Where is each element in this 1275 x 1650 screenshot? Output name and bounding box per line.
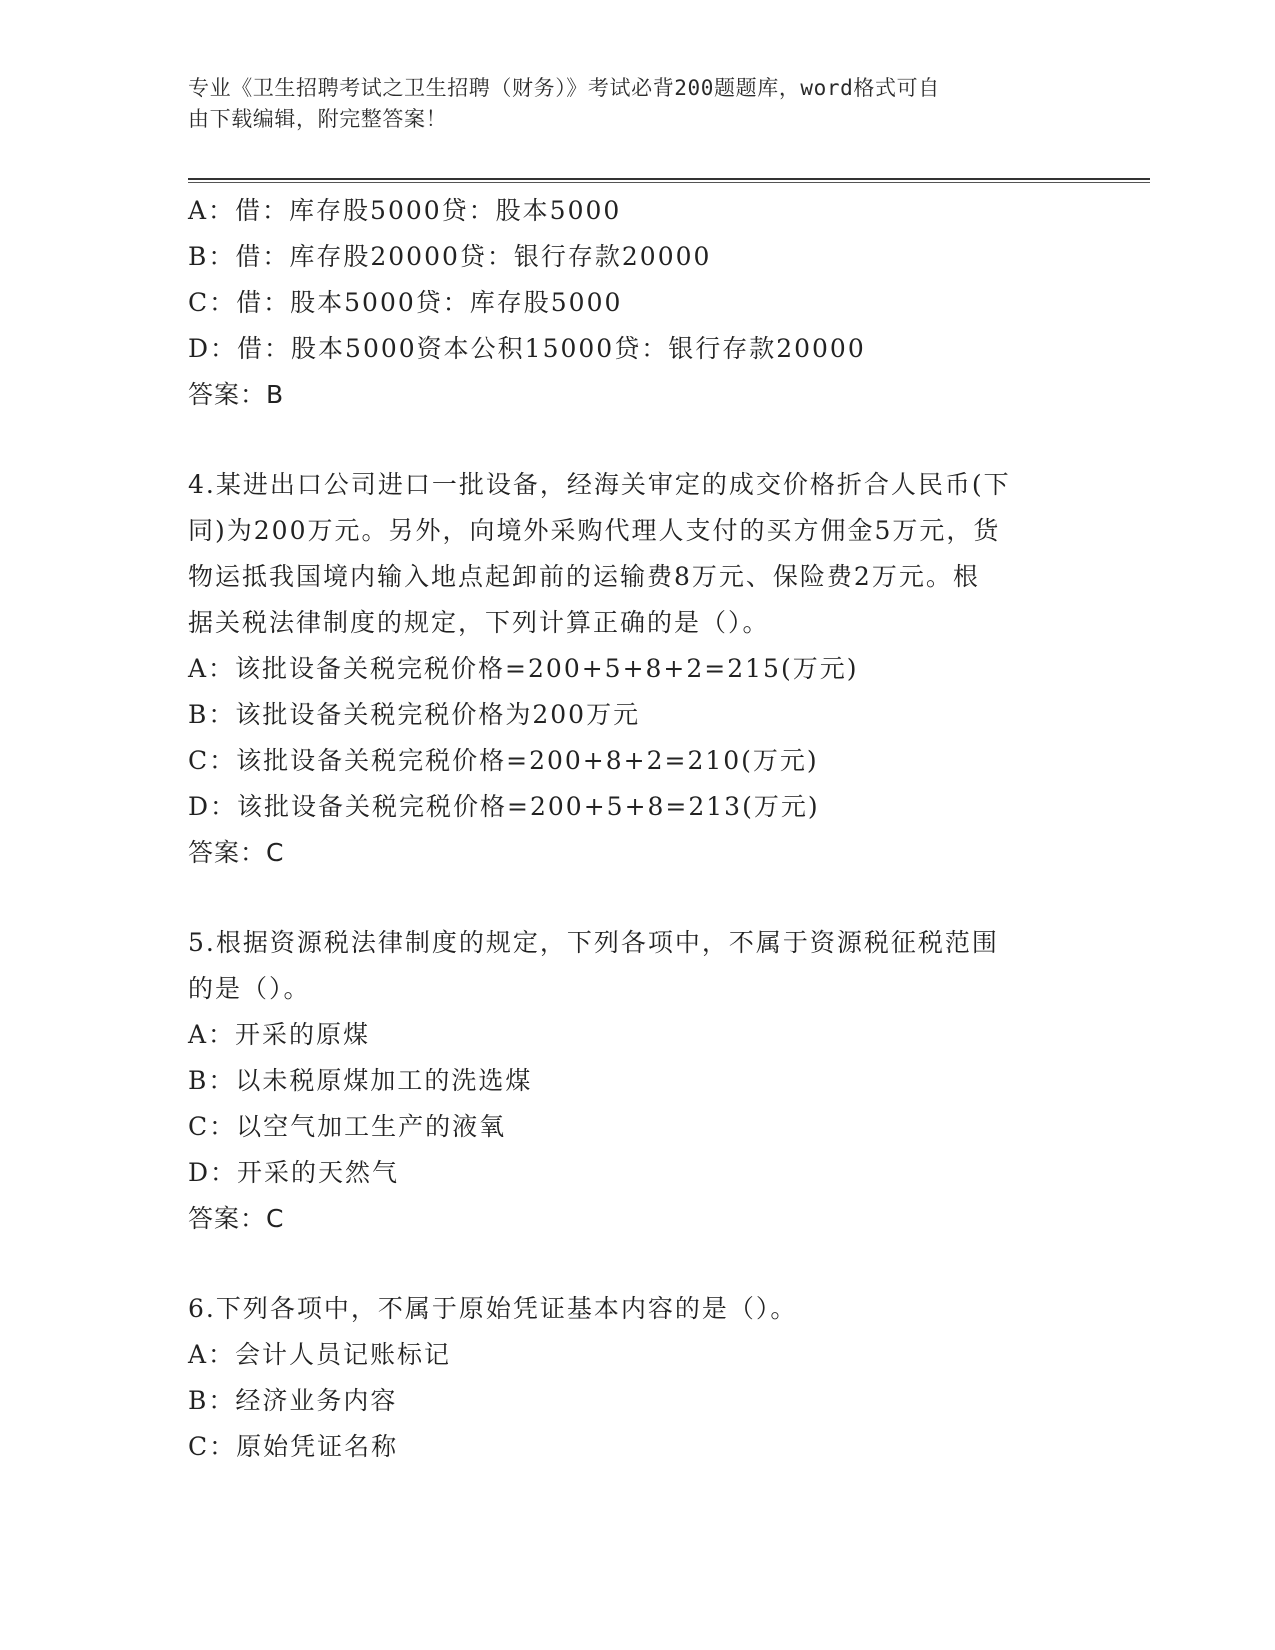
question-stem: 的是（）。 <box>188 974 311 1003</box>
option-a: A：该批设备关税完税价格=200+5+8+2=215(万元) <box>188 654 859 683</box>
spacer <box>188 1242 1088 1286</box>
document-header <box>188 73 1068 135</box>
question-stem: 4.某进出口公司进口一批设备，经海关审定的成交价格折合人民币(下 <box>188 470 1011 499</box>
spacer <box>188 876 1088 920</box>
header-title-line-2: 由下载编辑，附完整答案！ <box>188 107 448 131</box>
answer: 答案：B <box>188 380 285 409</box>
question-6 <box>188 1286 1088 1470</box>
header-divider-thin <box>188 182 1150 183</box>
question-stem: 物运抵我国境内输入地点起卸前的运输费8万元、保险费2万元。根 <box>188 562 980 591</box>
option-b: B：借：库存股20000贷：银行存款20000 <box>188 242 712 271</box>
document-body <box>188 188 1088 1470</box>
question-3 <box>188 188 1088 418</box>
question-stem: 同)为200万元。另外，向境外采购代理人支付的买方佣金5万元，货 <box>188 516 1001 545</box>
option-c: C：该批设备关税完税价格=200+8+2=210(万元) <box>188 746 819 775</box>
option-c: C：以空气加工生产的液氧 <box>188 1112 507 1141</box>
option-a: A：会计人员记账标记 <box>188 1340 452 1369</box>
question-5 <box>188 920 1088 1242</box>
option-d: D：借：股本5000资本公积15000贷：银行存款20000 <box>188 334 866 363</box>
question-stem: 6.下列各项中，不属于原始凭证基本内容的是（）。 <box>188 1294 798 1323</box>
option-a: A：借：库存股5000贷：股本5000 <box>188 196 622 225</box>
question-4 <box>188 462 1088 876</box>
option-b: B：以未税原煤加工的洗选煤 <box>188 1066 533 1095</box>
option-c: C：借：股本5000贷：库存股5000 <box>188 288 623 317</box>
answer: 答案：C <box>188 838 285 867</box>
header-divider-thick <box>188 178 1150 180</box>
option-c: C：原始凭证名称 <box>188 1432 399 1461</box>
spacer <box>188 418 1088 462</box>
option-a: A：开采的原煤 <box>188 1020 371 1049</box>
question-stem: 据关税法律制度的规定，下列计算正确的是（）。 <box>188 608 770 637</box>
option-d: D：该批设备关税完税价格=200+5+8=213(万元) <box>188 792 820 821</box>
header-title-line-1: 专业《卫生招聘考试之卫生招聘（财务）》考试必背200题题库，word格式可自 <box>188 76 940 100</box>
question-stem: 5.根据资源税法律制度的规定，下列各项中，不属于资源税征税范围 <box>188 928 999 957</box>
option-b: B：经济业务内容 <box>188 1386 398 1415</box>
answer: 答案：C <box>188 1204 285 1233</box>
option-d: D：开采的天然气 <box>188 1158 400 1187</box>
option-b: B：该批设备关税完税价格为200万元 <box>188 700 641 729</box>
